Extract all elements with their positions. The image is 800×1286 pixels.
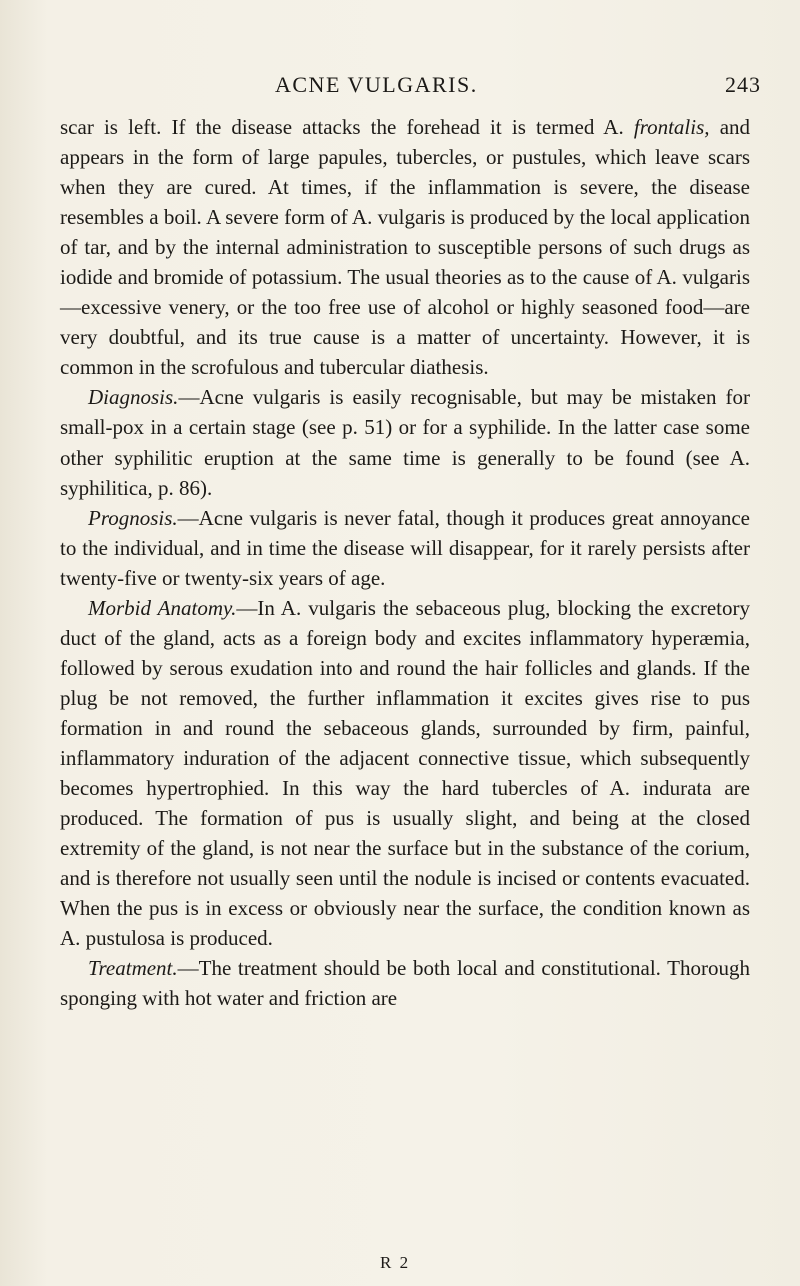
term-frontalis: frontalis, xyxy=(633,115,710,139)
paragraph-continuation-text-a: scar is left. If the disease attacks the forehead it is termed A. xyxy=(60,115,624,139)
running-head xyxy=(0,72,800,102)
paragraph-prognosis xyxy=(60,503,750,593)
paragraph-continuation-text-c: and appears in the form of large papules, tubercles, or pustules, which leave scars when they are cured. At times, if the inflammation is severe, the disease resembles a boil. A severe form of A. vulgaris is produced by the local application of tar, and by the internal administration to susceptible persons of such drugs as iodide and bromide of potassium. The usual theories as to the cause of A. vulgaris—excessive venery, or the too free use of alcohol or highly seasoned food—are very doubtful, and its true cause is a matter of uncertainty. However, it is common in the scrofulous and tubercular diathesis. xyxy=(60,115,751,380)
treatment-text: —The treatment should be both local and constitutional. Thorough sponging with hot water and friction are xyxy=(60,956,750,1011)
treatment-heading: Treatment. xyxy=(88,956,178,981)
morbid-anatomy-text: —In A. vulgaris the sebaceous plug, blocking the excretory duct of the gland, acts as a foreign body and excites inflammatory hyperæmia, followed by serous exudation into and round the hair follicles and glands. If the plug be not removed, the further inflammation it excites gives rise to pus formation in and round the sebaceous glands, surrounded by firm, painful, inflammatory induration of the adjacent connective tissue, which subsequently becomes hypertrophied. In this way the hard tubercles of A. indurata are produced. The formation of pus is usually slight, and being at the closed extremity of the gland, is not near the surface but in the substance of the corium, and is therefore not usually seen until the nodule is incised or contents evacuated. When the pus is in excess or obviously near the surface, the condition known as A. pustulosa is produced. xyxy=(60,595,750,951)
paragraph-continuation xyxy=(60,112,750,382)
signature-mark: R 2 xyxy=(380,1253,411,1272)
body-text xyxy=(60,112,750,1013)
diagnosis-heading: Diagnosis. xyxy=(88,385,179,410)
morbid-anatomy-heading: Morbid Anatomy. xyxy=(88,595,237,620)
diagnosis-text: —Acne vulgaris is easily recognisable, but may be mistaken for small-pox in a certain stage (see p. 51) or for a syphilide. In the latter case some other syphilitic eruption at the same time is generally to be found (see A. syphilitica, p. 86). xyxy=(60,385,750,500)
paragraph-morbid-anatomy xyxy=(60,593,750,954)
paragraph-diagnosis xyxy=(60,382,750,502)
running-title: ACNE VULGARIS. xyxy=(275,72,478,97)
prognosis-heading: Prognosis. xyxy=(88,505,178,530)
paragraph-treatment xyxy=(60,953,750,1013)
prognosis-text: —Acne vulgaris is never fatal, though it produces great annoyance to the individual, and in time the disease will disappear, for it rarely persists after twenty-five or twenty-six years of age. xyxy=(60,505,750,590)
page-number: 243 xyxy=(725,72,761,97)
